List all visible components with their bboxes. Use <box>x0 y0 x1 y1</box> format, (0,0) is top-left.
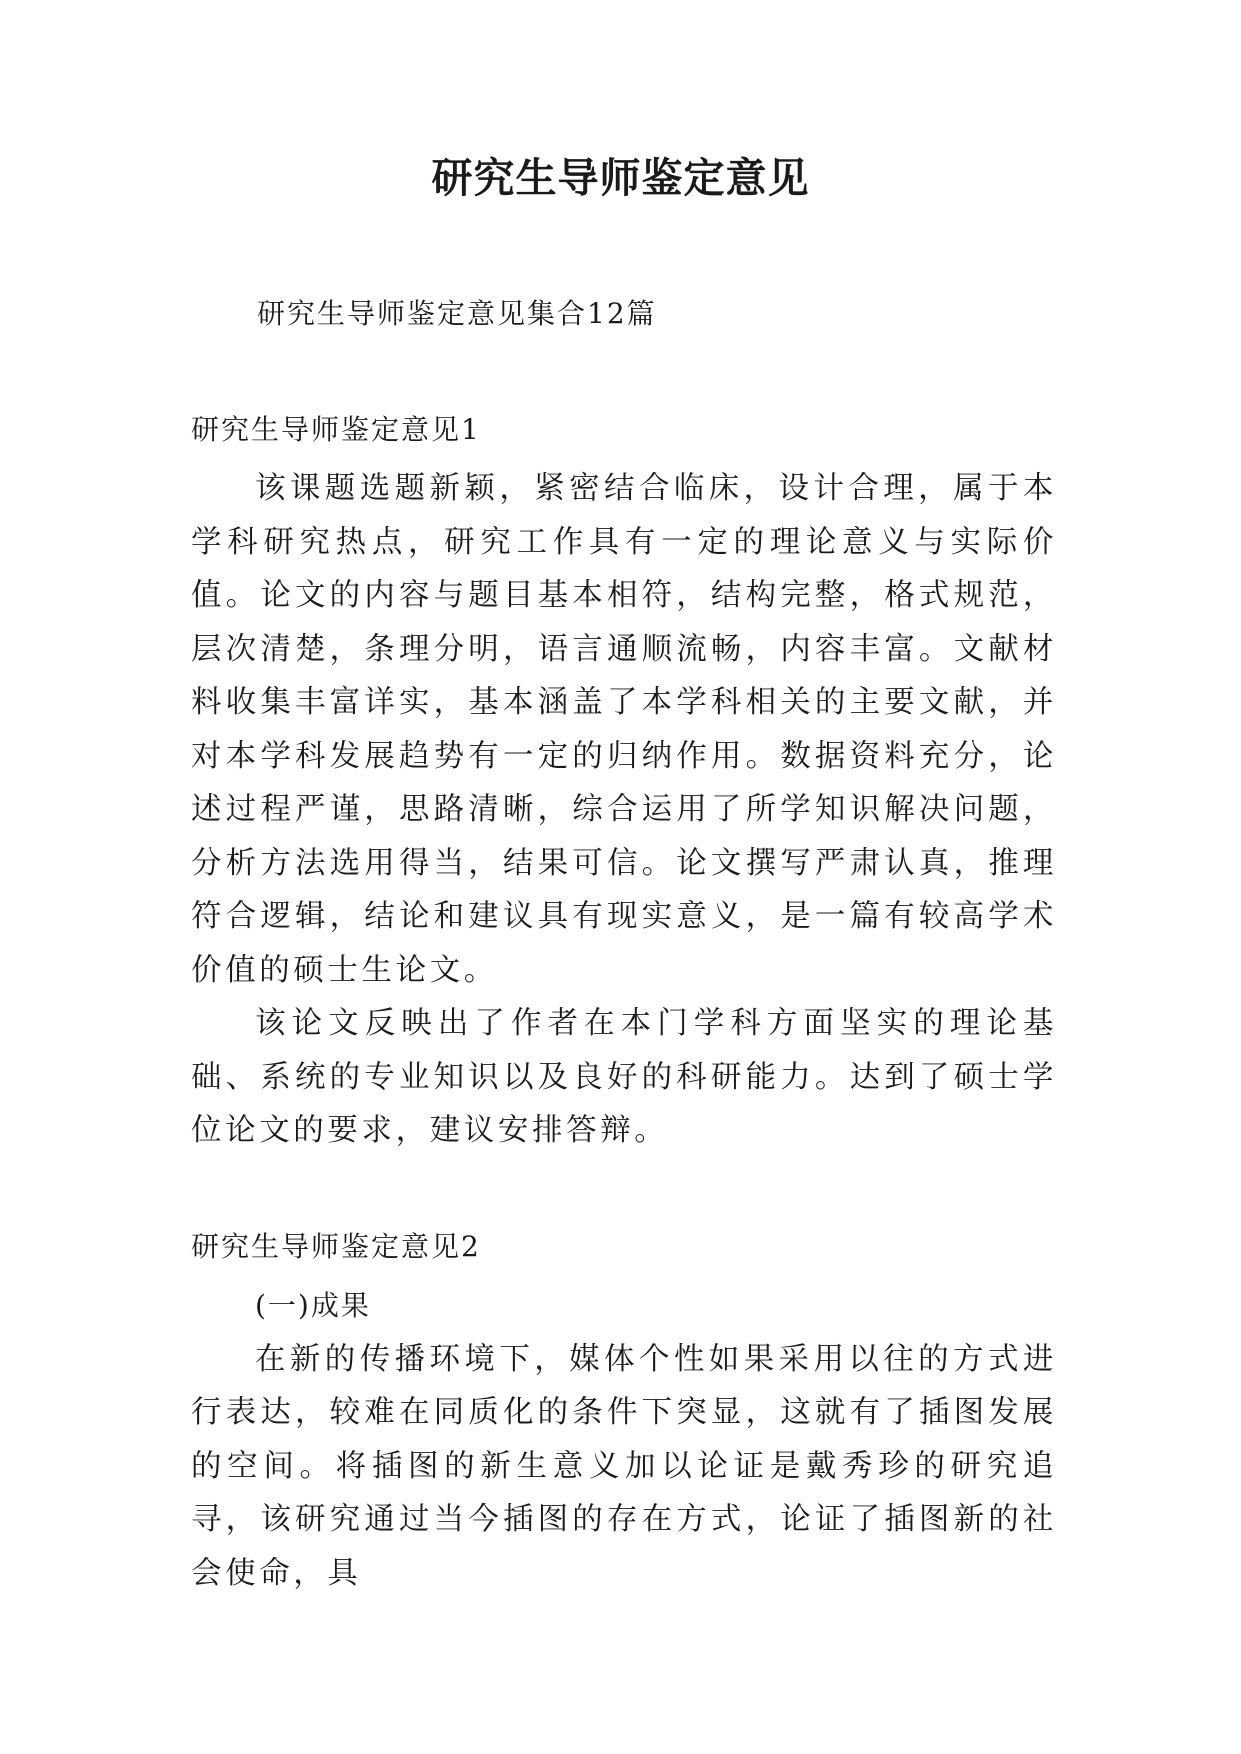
section-subheading: (一)成果 <box>255 1289 371 1322</box>
document-subtitle: 研究生导师鉴定意见集合12篇 <box>257 297 657 330</box>
section-1 <box>191 410 1057 1158</box>
section-heading: 研究生导师鉴定意见2 <box>191 1230 481 1263</box>
paragraph: 该课题选题新颖，紧密结合临床，设计合理，属于本学科研究热点，研究工作具有一定的理论意义与实际价值。论文的内容与题目基本相符，结构完整，格式规范，层次清楚，条理分明，语言通顺流畅，内容丰富。文献材料收集丰富详实，基本涵盖了本学科相关的主要文献，并对本学科发展趋势有一定的归纳作用。数据资料充分，论述过程严谨，思路清晰，综合运用了所学知识解决问题，分析方法选用得当，结果可信。论文撰写严肃认真，推理符合逻辑，结论和建议具有现实意义，是一篇有较高学术价值的硕士生论文。 <box>191 471 1057 988</box>
section-2 <box>191 1227 1057 1600</box>
section-heading: 研究生导师鉴定意见1 <box>191 413 481 446</box>
document-title: 研究生导师鉴定意见 <box>431 154 810 202</box>
paragraph: 在新的传播环境下，媒体个性如果采用以往的方式进行表达，较难在同质化的条件下突显，这就有了插图发展的空间。将插图的新生意义加以论证是戴秀珍的研究追寻，该研究通过当今插图的存在方式，论证了插图新的社会使命，具 <box>191 1341 1057 1591</box>
paragraph: 该论文反映出了作者在本门学科方面坚实的理论基础、系统的专业知识以及良好的科研能力。达到了硕士学位论文的要求，建议安排答辩。 <box>191 1006 1057 1148</box>
